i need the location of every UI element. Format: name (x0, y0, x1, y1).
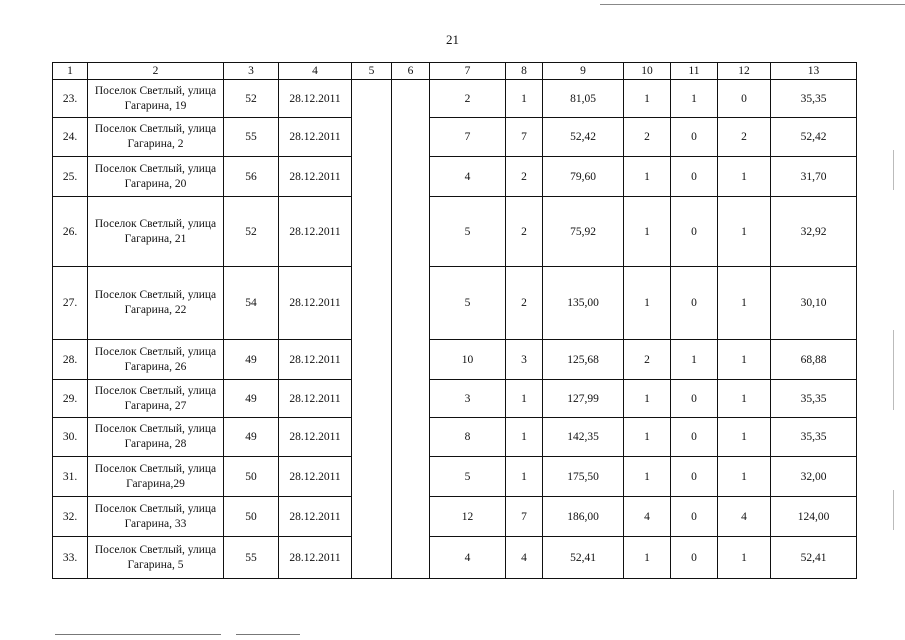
date-cell: 28.12.2011 (279, 418, 352, 457)
address-line: Гагарина, 27 (124, 399, 187, 412)
table-row (53, 197, 857, 267)
row-number: 24. (53, 118, 88, 157)
value-cell: 127,99 (543, 380, 624, 418)
empty-cell (392, 537, 430, 579)
empty-cell (392, 340, 430, 380)
value-cell: 1 (624, 457, 671, 497)
value-cell: 35,35 (771, 380, 857, 418)
empty-cell (352, 157, 392, 197)
scan-artifact (893, 330, 894, 410)
empty-cell (352, 537, 392, 579)
empty-cell (352, 340, 392, 380)
value-cell: 0 (671, 497, 718, 537)
address-line: Поселок Светлый, улица (94, 162, 217, 175)
value-cell: 1 (624, 267, 671, 340)
value-cell: 2 (718, 118, 771, 157)
value-cell: 32,92 (771, 197, 857, 267)
address-cell (88, 197, 224, 267)
value-cell: 1 (718, 457, 771, 497)
empty-cell (352, 457, 392, 497)
value-cell: 49 (224, 340, 279, 380)
address-cell (88, 157, 224, 197)
value-cell: 52,42 (771, 118, 857, 157)
empty-cell (352, 497, 392, 537)
value-cell: 3 (430, 380, 506, 418)
row-number: 30. (53, 418, 88, 457)
row-number: 33. (53, 537, 88, 579)
table-row (53, 267, 857, 340)
value-cell: 125,68 (543, 340, 624, 380)
address-line: Гагарина, 21 (124, 232, 187, 245)
column-header: 13 (771, 63, 857, 80)
column-header: 12 (718, 63, 771, 80)
value-cell: 2 (506, 197, 543, 267)
address-line: Поселок Светлый, улица (94, 289, 217, 301)
value-cell: 81,05 (543, 80, 624, 118)
value-cell: 52,42 (543, 118, 624, 157)
column-header: 3 (224, 63, 279, 80)
address-cell (88, 80, 224, 118)
register-table-body (53, 63, 857, 579)
empty-cell (352, 418, 392, 457)
column-header: 4 (279, 63, 352, 80)
value-cell: 5 (430, 457, 506, 497)
address-line: Поселок Светлый, улица (94, 543, 217, 556)
empty-cell (392, 267, 430, 340)
value-cell: 1 (506, 457, 543, 497)
address-line: Гагарина, 20 (124, 177, 187, 190)
value-cell: 1 (506, 80, 543, 118)
scan-artifact (893, 490, 894, 530)
date-cell: 28.12.2011 (279, 497, 352, 537)
value-cell: 2 (430, 80, 506, 118)
value-cell: 50 (224, 497, 279, 537)
top-edge-rule (600, 4, 905, 5)
value-cell: 30,10 (771, 267, 857, 340)
date-cell: 28.12.2011 (279, 380, 352, 418)
value-cell: 1 (624, 537, 671, 579)
value-cell: 52 (224, 80, 279, 118)
value-cell: 1 (718, 197, 771, 267)
row-number: 31. (53, 457, 88, 497)
value-cell: 54 (224, 267, 279, 340)
row-number: 32. (53, 497, 88, 537)
value-cell: 79,60 (543, 157, 624, 197)
empty-cell (392, 197, 430, 267)
address-line: Гагарина, 26 (124, 360, 187, 373)
date-cell: 28.12.2011 (279, 537, 352, 579)
date-cell: 28.12.2011 (279, 267, 352, 340)
value-cell: 1 (718, 380, 771, 418)
column-header: 9 (543, 63, 624, 80)
value-cell: 2 (624, 118, 671, 157)
value-cell: 4 (718, 497, 771, 537)
column-header: 8 (506, 63, 543, 80)
value-cell: 35,35 (771, 80, 857, 118)
table-row (53, 418, 857, 457)
value-cell: 1 (624, 418, 671, 457)
address-cell (88, 340, 224, 380)
column-header: 1 (53, 63, 88, 80)
empty-cell (392, 380, 430, 418)
empty-cell (392, 80, 430, 118)
value-cell: 0 (671, 157, 718, 197)
value-cell: 1 (718, 537, 771, 579)
empty-cell (352, 80, 392, 118)
row-number: 23. (53, 80, 88, 118)
value-cell: 0 (671, 418, 718, 457)
column-header: 6 (392, 63, 430, 80)
value-cell: 0 (671, 537, 718, 579)
date-cell: 28.12.2011 (279, 457, 352, 497)
value-cell: 4 (430, 157, 506, 197)
value-cell: 0 (671, 457, 718, 497)
value-cell: 1 (506, 380, 543, 418)
value-cell: 1 (718, 157, 771, 197)
value-cell: 55 (224, 537, 279, 579)
empty-cell (392, 418, 430, 457)
value-cell: 4 (430, 537, 506, 579)
value-cell: 1 (624, 380, 671, 418)
value-cell: 4 (624, 497, 671, 537)
value-cell: 1 (624, 157, 671, 197)
value-cell: 12 (430, 497, 506, 537)
value-cell: 1 (718, 340, 771, 380)
column-number-header-row (53, 63, 857, 80)
table-row (53, 157, 857, 197)
value-cell: 10 (430, 340, 506, 380)
value-cell: 1 (718, 267, 771, 340)
value-cell: 175,50 (543, 457, 624, 497)
row-number: 25. (53, 157, 88, 197)
scan-artifact (893, 150, 894, 190)
value-cell: 49 (224, 380, 279, 418)
value-cell: 32,00 (771, 457, 857, 497)
column-header: 10 (624, 63, 671, 80)
value-cell: 2 (506, 267, 543, 340)
address-cell (88, 537, 224, 579)
row-number: 26. (53, 197, 88, 267)
empty-cell (392, 157, 430, 197)
value-cell: 4 (506, 537, 543, 579)
table-row (53, 80, 857, 118)
address-cell (88, 380, 224, 418)
table-row (53, 118, 857, 157)
value-cell: 49 (224, 418, 279, 457)
value-cell: 2 (624, 340, 671, 380)
register-table (52, 62, 857, 579)
table-row (53, 340, 857, 380)
empty-cell (352, 197, 392, 267)
bottom-edge-rule (236, 634, 300, 635)
address-line: Поселок Светлый, улица (94, 123, 217, 135)
value-cell: 7 (430, 118, 506, 157)
date-cell: 28.12.2011 (279, 118, 352, 157)
value-cell: 52,41 (543, 537, 624, 579)
address-line: Гагарина, 22 (124, 304, 187, 316)
value-cell: 0 (671, 118, 718, 157)
value-cell: 52,41 (771, 537, 857, 579)
address-cell (88, 118, 224, 157)
address-line: Гагарина, 19 (124, 99, 187, 112)
value-cell: 50 (224, 457, 279, 497)
address-line: Гагарина, 2 (127, 138, 184, 150)
date-cell: 28.12.2011 (279, 340, 352, 380)
value-cell: 75,92 (543, 197, 624, 267)
column-header: 11 (671, 63, 718, 80)
address-line: Поселок Светлый, улица (94, 423, 217, 435)
column-header: 5 (352, 63, 392, 80)
value-cell: 5 (430, 197, 506, 267)
table-row (53, 497, 857, 537)
table-row (53, 537, 857, 579)
column-header: 7 (430, 63, 506, 80)
address-line: Поселок Светлый, улица (94, 84, 217, 97)
empty-cell (352, 380, 392, 418)
address-line: Гагарина,29 (126, 477, 185, 490)
value-cell: 52 (224, 197, 279, 267)
address-line: Поселок Светлый, улица (94, 384, 217, 397)
value-cell: 5 (430, 267, 506, 340)
address-line: Гагарина, 33 (124, 517, 187, 530)
page-number: 21 (446, 32, 459, 47)
value-cell: 68,88 (771, 340, 857, 380)
address-line: Поселок Светлый, улица (94, 502, 217, 515)
value-cell: 1 (671, 340, 718, 380)
address-line: Гагарина, 5 (127, 558, 184, 571)
empty-cell (392, 497, 430, 537)
value-cell: 0 (671, 197, 718, 267)
value-cell: 31,70 (771, 157, 857, 197)
empty-cell (352, 118, 392, 157)
value-cell: 7 (506, 497, 543, 537)
address-line: Поселок Светлый, улица (94, 462, 217, 475)
address-cell (88, 497, 224, 537)
value-cell: 0 (671, 267, 718, 340)
empty-cell (352, 267, 392, 340)
address-cell (88, 418, 224, 457)
address-line: Поселок Светлый, улица (94, 217, 217, 230)
value-cell: 1 (506, 418, 543, 457)
table-row (53, 457, 857, 497)
date-cell: 28.12.2011 (279, 157, 352, 197)
table-row (53, 380, 857, 418)
value-cell: 1 (718, 418, 771, 457)
bottom-edge-rule (55, 634, 221, 635)
value-cell: 56 (224, 157, 279, 197)
date-cell: 28.12.2011 (279, 197, 352, 267)
value-cell: 135,00 (543, 267, 624, 340)
date-cell: 28.12.2011 (279, 80, 352, 118)
value-cell: 1 (624, 80, 671, 118)
row-number: 28. (53, 340, 88, 380)
row-number: 29. (53, 380, 88, 418)
value-cell: 35,35 (771, 418, 857, 457)
value-cell: 0 (671, 380, 718, 418)
value-cell: 7 (506, 118, 543, 157)
address-cell (88, 457, 224, 497)
address-line: Поселок Светлый, улица (94, 345, 217, 358)
address-cell (88, 267, 224, 340)
value-cell: 142,35 (543, 418, 624, 457)
value-cell: 0 (718, 80, 771, 118)
value-cell: 55 (224, 118, 279, 157)
value-cell: 186,00 (543, 497, 624, 537)
value-cell: 1 (671, 80, 718, 118)
value-cell: 2 (506, 157, 543, 197)
row-number: 27. (53, 267, 88, 340)
address-line: Гагарина, 28 (124, 438, 187, 450)
value-cell: 124,00 (771, 497, 857, 537)
empty-cell (392, 457, 430, 497)
empty-cell (392, 118, 430, 157)
value-cell: 1 (624, 197, 671, 267)
value-cell: 8 (430, 418, 506, 457)
value-cell: 3 (506, 340, 543, 380)
column-header: 2 (88, 63, 224, 80)
